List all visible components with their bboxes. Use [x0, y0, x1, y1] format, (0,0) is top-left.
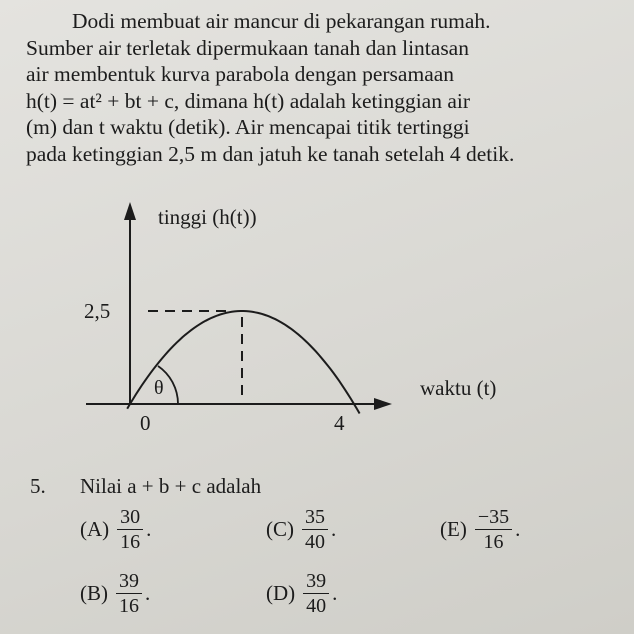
denominator: 16: [483, 531, 504, 553]
numerator: −35: [475, 506, 512, 530]
problem-statement: [26, 8, 582, 167]
numerator: 35: [302, 506, 328, 530]
problem-line: (m) dan t waktu (detik). Air mencapai titik tertinggi: [26, 115, 470, 139]
option-label: (E): [440, 517, 467, 541]
option-fraction: [475, 506, 512, 553]
problem-line: h(t) = at² + bt + c, dimana h(t) adalah ketinggian air: [26, 88, 471, 113]
option-fraction: [116, 570, 142, 617]
problem-line: Dodi membuat air mancur di pekarangan rumah.: [72, 9, 491, 33]
numerator: 39: [303, 570, 329, 594]
origin-label: 0: [140, 411, 151, 435]
problem-line: air membentuk kurva parabola dengan persamaan: [26, 62, 455, 86]
option-label: (B): [80, 581, 108, 605]
option-fraction: [302, 506, 328, 553]
question-number: 5.: [30, 474, 46, 498]
option-b[interactable]: (B) $\frac{39}{16}$ .: [80, 570, 151, 617]
option-e[interactable]: (E) $\frac{-35}{16}$ .: [440, 506, 521, 553]
option-label: (C): [266, 517, 294, 541]
problem-line: pada ketinggian 2,5 m dan jatuh ke tanah setelah 4 detik.: [26, 141, 515, 166]
option-fraction: [303, 570, 329, 617]
denominator: 40: [305, 531, 325, 553]
angle-label: θ: [154, 377, 164, 399]
y-axis-label: tinggi (h(t)): [158, 205, 257, 229]
numerator: 30: [117, 506, 143, 530]
peak-value-label: 2,5: [84, 299, 111, 323]
denominator: 16: [119, 595, 139, 617]
problem-line: Sumber air terletak dipermukaan tanah dan lintasan: [26, 35, 469, 60]
parabola-graph: [0, 190, 634, 450]
end-time-label: 4: [334, 411, 345, 435]
y-axis-arrow-icon: [124, 202, 136, 220]
option-d[interactable]: (D) $\frac{39}{40}$ .: [266, 570, 338, 617]
x-axis-arrow-icon: [374, 398, 392, 410]
denominator: 16: [120, 531, 141, 553]
option-a[interactable]: (A) $\frac{30}{16}$ .: [80, 506, 152, 553]
numerator: 39: [116, 570, 142, 594]
option-label: (A): [80, 517, 110, 541]
option-fraction: [117, 506, 143, 553]
denominator: 40: [306, 595, 327, 617]
option-label: (D): [266, 581, 296, 605]
option-c[interactable]: (C) $\frac{35}{40}$ .: [266, 506, 337, 553]
question-stem: Nilai a + b + c adalah: [80, 474, 262, 498]
x-axis-label: waktu (t): [420, 376, 497, 400]
